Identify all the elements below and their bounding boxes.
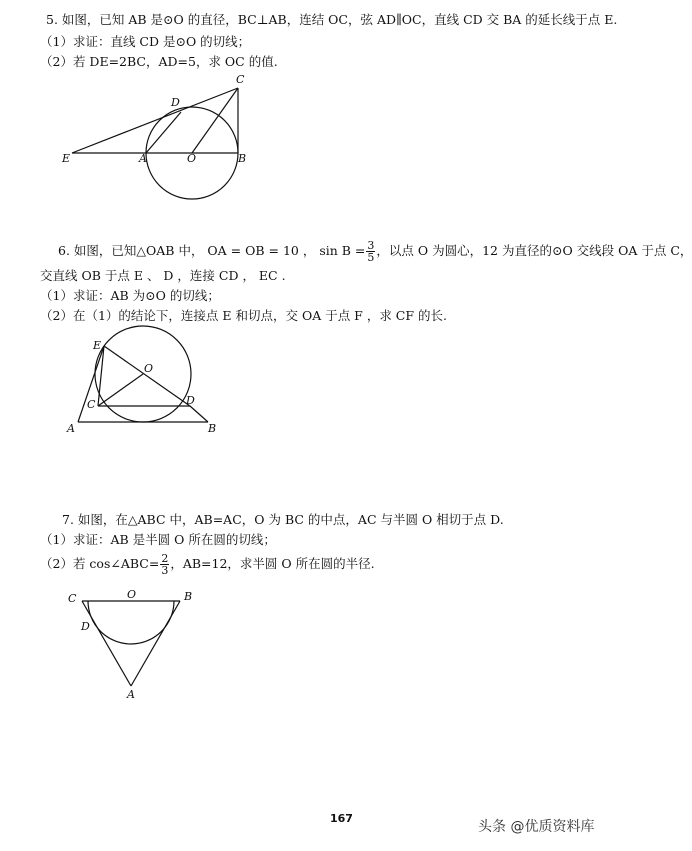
- problem-6-stem: [58, 240, 692, 263]
- p6-frac-num: 3: [367, 239, 375, 252]
- p5-line-OC: [192, 88, 238, 153]
- p5-label-A: A: [139, 152, 147, 165]
- p5-label-O: O: [187, 152, 197, 165]
- p7-frac-num: 2: [161, 552, 169, 565]
- p5-label-D: D: [171, 96, 180, 109]
- problem-7-q1: （1）求证：AB 是半圆 O 所在圆的切线；: [40, 532, 276, 547]
- page-number: 167: [330, 812, 353, 825]
- problem-6-stem2: 交直线 OB 于点 E 、 D ，连接 CD ， EC .: [40, 268, 286, 283]
- p6-label-A: A: [67, 422, 75, 435]
- p7-label-B: B: [184, 590, 193, 603]
- p6-stem-post: ，以点 O 为圆心，12 为直径的⊙O 交线段 OA 于点 C，: [376, 243, 692, 258]
- problem-5-q2: （2）若 DE=2BC，AD=5，求 OC 的值.: [40, 54, 278, 69]
- p6-label-D: D: [186, 394, 195, 407]
- p6-line-AE: [78, 346, 104, 422]
- problem-6-q2: （2）在（1）的结论下，连接点 E 和切点，交 OA 于点 F ，求 CF 的长.: [40, 308, 447, 323]
- p6-frac-den: 5: [367, 251, 375, 264]
- p5-label-B: B: [238, 152, 247, 165]
- p6-label-E: E: [93, 339, 102, 352]
- p7-q2-pre: （2）若 cos∠ABC=: [40, 556, 160, 571]
- p6-line-ED: [104, 346, 190, 406]
- p6-line-EC: [98, 346, 104, 406]
- p6-label-C: C: [87, 398, 96, 411]
- p5-line-AD: [146, 112, 181, 153]
- p7-line-CA: [82, 601, 131, 686]
- p7-label-O: O: [127, 588, 137, 601]
- p5-line-EC: [72, 88, 238, 153]
- p7-fraction: [160, 553, 169, 576]
- p5-circle: [146, 107, 238, 199]
- problem-5-q1: （1）求证：直线 CD 是⊙O 的切线；: [40, 34, 251, 49]
- p5-label-E: E: [62, 152, 71, 165]
- problem-5-stem: 5. 如图，已知 AB 是⊙O 的直径，BC⊥AB，连结 OC，弦 AD∥OC，直线 CD 交 BA 的延长线于点 E.: [46, 12, 618, 27]
- p5-label-C: C: [236, 73, 245, 86]
- p6-line-DB: [190, 406, 208, 422]
- p6-label-B: B: [208, 422, 217, 435]
- p7-label-A: A: [127, 688, 135, 701]
- problem-7-stem: 7. 如图，在△ABC 中，AB=AC，O 为 BC 的中点，AC 与半圆 O 相切于点 D.: [62, 512, 504, 527]
- p6-fraction: [366, 240, 375, 263]
- p7-q2-post: ，AB=12，求半圆 O 所在圆的半径.: [170, 556, 375, 571]
- p7-frac-den: 3: [161, 564, 169, 577]
- p6-stem-pre: 6. 如图，已知△OAB 中， OA = OB = 10 ， sin B =: [58, 243, 366, 258]
- watermark: 头条 @优质资料库: [478, 819, 595, 835]
- problem-6-q1: （1）求证：AB 为⊙O 的切线；: [40, 288, 220, 303]
- p7-semicircle: [88, 601, 174, 644]
- p6-line-CO: [98, 374, 143, 406]
- p6-circle: [95, 326, 191, 422]
- p7-label-D: D: [81, 620, 90, 633]
- p6-label-O: O: [144, 362, 154, 375]
- problem-7-q2: [40, 553, 375, 576]
- p7-line-BA: [131, 601, 180, 686]
- p7-label-C: C: [68, 592, 77, 605]
